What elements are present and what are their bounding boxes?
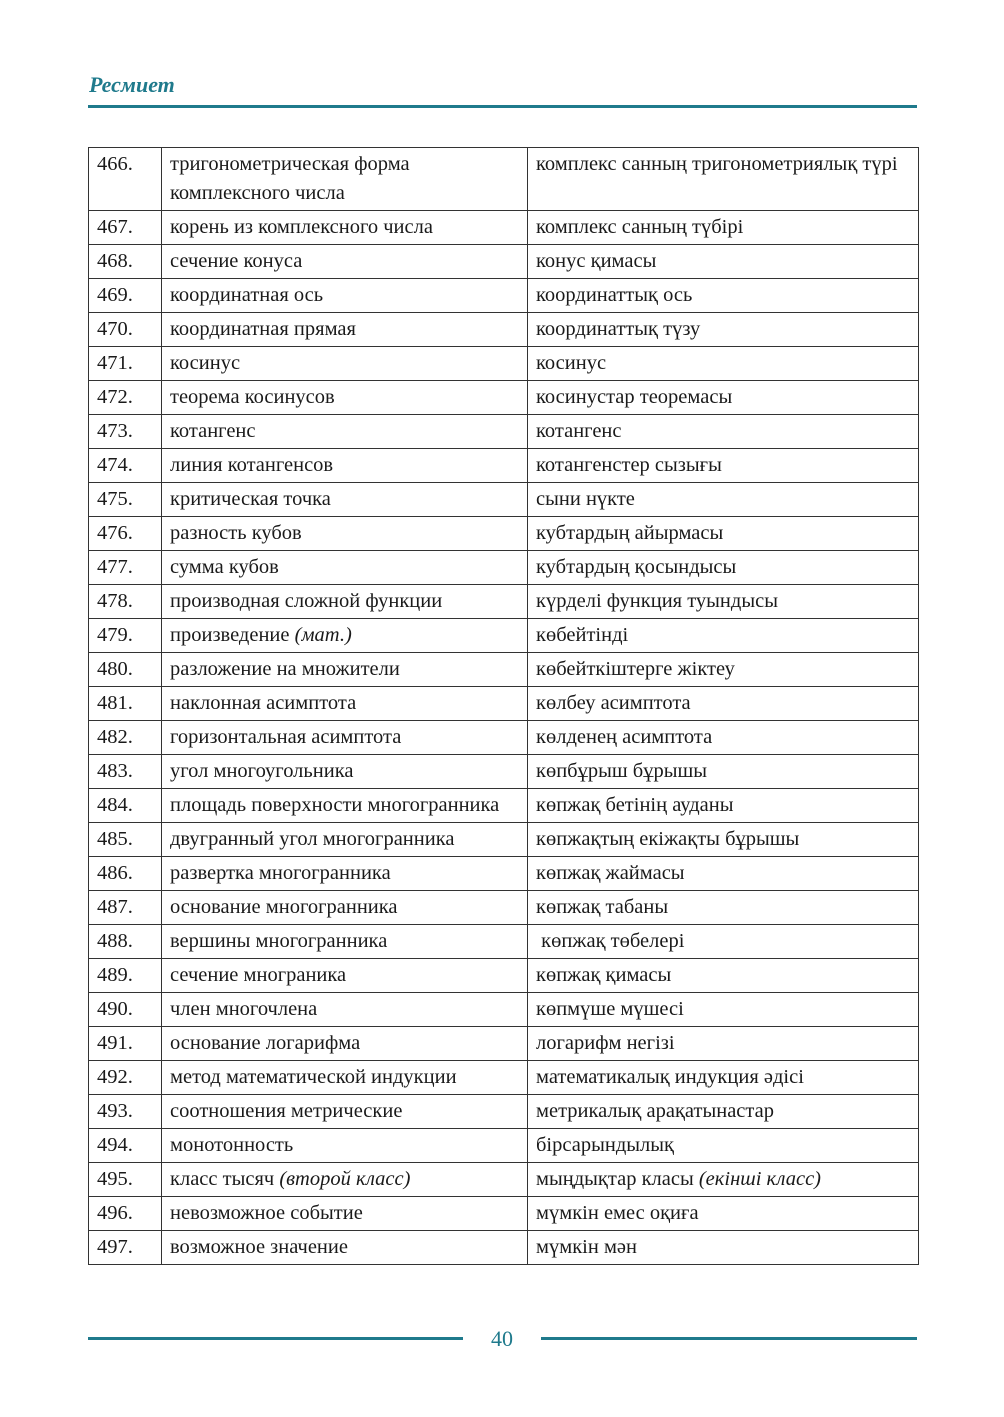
term-russian xyxy=(162,245,528,279)
term-number: 484. xyxy=(89,789,162,823)
table-row xyxy=(89,245,919,279)
term-russian-text: разность кубов xyxy=(170,522,302,544)
term-number: 489. xyxy=(89,959,162,993)
table-row xyxy=(89,347,919,381)
term-number: 475. xyxy=(89,483,162,517)
term-kazakh xyxy=(528,925,919,959)
term-kazakh-text: көпжақ жаймасы xyxy=(536,862,685,884)
table-row xyxy=(89,1129,919,1163)
term-kazakh xyxy=(528,823,919,857)
term-kazakh xyxy=(528,245,919,279)
term-russian-text: сечение конуса xyxy=(170,250,303,272)
term-kazakh-text: күрделі функция туындысы xyxy=(536,590,778,612)
term-russian xyxy=(162,823,528,857)
term-number: 473. xyxy=(89,415,162,449)
table-row xyxy=(89,449,919,483)
term-kazakh-text: көлбеу асимптота xyxy=(536,692,691,714)
term-kazakh-text: мүмкін мән xyxy=(536,1236,637,1258)
term-russian xyxy=(162,891,528,925)
term-kazakh xyxy=(528,148,919,211)
term-russian-text: наклонная асимптота xyxy=(170,692,357,714)
table-row xyxy=(89,755,919,789)
term-number: 485. xyxy=(89,823,162,857)
term-russian xyxy=(162,279,528,313)
term-kazakh xyxy=(528,313,919,347)
term-russian-text: монотонность xyxy=(170,1134,294,1156)
term-russian xyxy=(162,517,528,551)
table-row xyxy=(89,1061,919,1095)
term-russian xyxy=(162,211,528,245)
table-row xyxy=(89,857,919,891)
term-kazakh xyxy=(528,415,919,449)
table-row xyxy=(89,891,919,925)
term-number: 488. xyxy=(89,925,162,959)
term-russian-text: невозможное событие xyxy=(170,1202,363,1224)
table-row xyxy=(89,721,919,755)
footer-divider-right xyxy=(541,1337,917,1340)
term-kazakh xyxy=(528,279,919,313)
header-divider xyxy=(88,105,917,108)
term-russian xyxy=(162,148,528,211)
term-kazakh xyxy=(528,653,919,687)
term-russian xyxy=(162,1095,528,1129)
term-russian-text: возможное значение xyxy=(170,1236,348,1258)
term-kazakh-text: координаттық ось xyxy=(536,284,693,306)
term-kazakh-note: (екінші класс) xyxy=(698,1168,821,1190)
table-row xyxy=(89,1095,919,1129)
term-number: 487. xyxy=(89,891,162,925)
term-russian-text: произведение xyxy=(170,624,290,646)
term-russian xyxy=(162,619,528,653)
term-russian xyxy=(162,347,528,381)
term-russian xyxy=(162,551,528,585)
term-russian xyxy=(162,1163,528,1197)
term-kazakh-text: көлденең асимптота xyxy=(536,726,713,748)
term-russian xyxy=(162,1061,528,1095)
term-number: 482. xyxy=(89,721,162,755)
term-russian-text: котангенс xyxy=(170,420,256,442)
term-number: 497. xyxy=(89,1231,162,1265)
table-row xyxy=(89,687,919,721)
term-russian-text: соотношения метрические xyxy=(170,1100,403,1122)
term-kazakh-text: метрикалық арақатынастар xyxy=(536,1100,774,1122)
term-russian xyxy=(162,993,528,1027)
term-russian-text: сечение многраника xyxy=(170,964,347,986)
term-russian-text: корень из комплексного числа xyxy=(170,216,433,238)
term-kazakh-text: көбейтінді xyxy=(536,624,629,646)
term-number: 481. xyxy=(89,687,162,721)
term-russian xyxy=(162,585,528,619)
term-kazakh-text: косинустар теоремасы xyxy=(536,386,733,408)
term-number: 486. xyxy=(89,857,162,891)
term-number: 469. xyxy=(89,279,162,313)
term-kazakh xyxy=(528,755,919,789)
term-kazakh xyxy=(528,1197,919,1231)
term-number: 466. xyxy=(89,148,162,211)
term-kazakh xyxy=(528,347,919,381)
term-number: 491. xyxy=(89,1027,162,1061)
term-kazakh-text: комплекс санның тригонометриялық түрі xyxy=(536,153,898,175)
term-kazakh xyxy=(528,1027,919,1061)
table-row xyxy=(89,585,919,619)
term-russian xyxy=(162,721,528,755)
term-russian-note: (второй класс) xyxy=(279,1168,411,1190)
table-row xyxy=(89,653,919,687)
term-russian xyxy=(162,483,528,517)
term-kazakh xyxy=(528,585,919,619)
term-kazakh xyxy=(528,857,919,891)
page-number: 40 xyxy=(491,1326,513,1351)
term-kazakh xyxy=(528,483,919,517)
table-row xyxy=(89,381,919,415)
term-number: 479. xyxy=(89,619,162,653)
term-kazakh-text: комплекс санның түбірі xyxy=(536,216,744,238)
term-number: 495. xyxy=(89,1163,162,1197)
term-russian xyxy=(162,1027,528,1061)
term-kazakh-text: көпжақ төбелері xyxy=(536,930,685,952)
term-russian-text: сумма кубов xyxy=(170,556,279,578)
term-number: 496. xyxy=(89,1197,162,1231)
term-number: 470. xyxy=(89,313,162,347)
term-russian xyxy=(162,789,528,823)
term-kazakh xyxy=(528,687,919,721)
term-kazakh xyxy=(528,449,919,483)
table-row xyxy=(89,148,919,211)
term-russian xyxy=(162,381,528,415)
term-kazakh-text: сыни нүкте xyxy=(536,488,635,510)
term-kazakh-text: көпжақтың екіжақты бұрышы xyxy=(536,828,800,850)
term-russian-note: (мат.) xyxy=(294,624,352,646)
term-kazakh-text: көпжақ қимасы xyxy=(536,964,672,986)
term-russian-text: развертка многогранника xyxy=(170,862,391,884)
term-kazakh xyxy=(528,891,919,925)
glossary-table xyxy=(88,147,919,1265)
term-russian xyxy=(162,313,528,347)
term-number: 480. xyxy=(89,653,162,687)
term-kazakh xyxy=(528,1163,919,1197)
term-kazakh-text: математикалық индукция әдісі xyxy=(536,1066,804,1088)
term-russian-text: координатная ось xyxy=(170,284,324,306)
term-kazakh-text: көбейткіштерге жіктеу xyxy=(536,658,735,680)
term-kazakh-text: котангенс xyxy=(536,420,622,442)
table-row xyxy=(89,959,919,993)
table-row xyxy=(89,551,919,585)
term-kazakh-text: көпбұрыш бұрышы xyxy=(536,760,708,782)
term-kazakh-text: көпжақ табаны xyxy=(536,896,669,918)
term-number: 492. xyxy=(89,1061,162,1095)
term-number: 471. xyxy=(89,347,162,381)
term-kazakh xyxy=(528,1061,919,1095)
term-russian xyxy=(162,653,528,687)
term-russian-text: основание логарифма xyxy=(170,1032,361,1054)
table-row xyxy=(89,925,919,959)
table-row xyxy=(89,483,919,517)
term-russian-text: вершины многогранника xyxy=(170,930,388,952)
term-russian-text: горизонтальная асимптота xyxy=(170,726,402,748)
term-russian xyxy=(162,925,528,959)
term-number: 490. xyxy=(89,993,162,1027)
term-kazakh-text: кубтардың айырмасы xyxy=(536,522,724,544)
term-kazakh-text: көпжақ бетінің ауданы xyxy=(536,794,734,816)
term-kazakh-text: көпмүше мүшесі xyxy=(536,998,684,1020)
term-kazakh xyxy=(528,1095,919,1129)
term-kazakh xyxy=(528,993,919,1027)
term-russian xyxy=(162,959,528,993)
term-kazakh xyxy=(528,517,919,551)
table-row xyxy=(89,619,919,653)
term-kazakh-text: мүмкін емес оқиға xyxy=(536,1202,699,1224)
term-russian xyxy=(162,1231,528,1265)
term-kazakh xyxy=(528,551,919,585)
term-number: 472. xyxy=(89,381,162,415)
term-kazakh xyxy=(528,789,919,823)
term-russian-text: угол многоугольника xyxy=(170,760,354,782)
term-number: 478. xyxy=(89,585,162,619)
term-russian xyxy=(162,1129,528,1163)
term-kazakh-text: косинус xyxy=(536,352,607,374)
term-russian xyxy=(162,755,528,789)
term-number: 477. xyxy=(89,551,162,585)
term-kazakh xyxy=(528,619,919,653)
term-kazakh xyxy=(528,721,919,755)
term-kazakh-text: логарифм негізі xyxy=(536,1032,675,1054)
term-russian-text: метод математической индукции xyxy=(170,1066,457,1088)
term-russian xyxy=(162,1197,528,1231)
table-row xyxy=(89,517,919,551)
section-title: Ресмиет xyxy=(89,72,175,97)
term-russian xyxy=(162,415,528,449)
table-row xyxy=(89,211,919,245)
table-row xyxy=(89,789,919,823)
term-kazakh-text: координаттық түзу xyxy=(536,318,701,340)
term-russian-text: косинус xyxy=(170,352,241,374)
table-row xyxy=(89,1197,919,1231)
footer-divider-left xyxy=(88,1337,463,1340)
table-row xyxy=(89,823,919,857)
term-russian-text: член многочлена xyxy=(170,998,318,1020)
term-number: 467. xyxy=(89,211,162,245)
term-kazakh xyxy=(528,1231,919,1265)
term-russian-text: теорема косинусов xyxy=(170,386,335,408)
term-russian-text: двугранный угол многогранника xyxy=(170,828,455,850)
term-russian-text: разложение на множители xyxy=(170,658,400,680)
term-number: 474. xyxy=(89,449,162,483)
term-kazakh xyxy=(528,211,919,245)
term-kazakh-text: конус қимасы xyxy=(536,250,657,272)
term-russian xyxy=(162,449,528,483)
table-row xyxy=(89,415,919,449)
term-kazakh xyxy=(528,1129,919,1163)
term-number: 494. xyxy=(89,1129,162,1163)
term-russian-text: класс тысяч xyxy=(170,1168,275,1190)
term-russian-text: основание многогранника xyxy=(170,896,398,918)
term-russian-text: линия котангенсов xyxy=(170,454,334,476)
term-number: 476. xyxy=(89,517,162,551)
term-kazakh-text: котангенстер сызығы xyxy=(536,454,722,476)
term-russian-text: производная сложной функции xyxy=(170,590,443,612)
term-kazakh xyxy=(528,959,919,993)
table-row xyxy=(89,993,919,1027)
table-row xyxy=(89,1231,919,1265)
glossary-table-body xyxy=(89,148,919,1265)
term-russian xyxy=(162,687,528,721)
term-russian-text: площадь поверхности многогранника xyxy=(170,794,500,816)
term-russian-text: тригонометрическая форма комплексного числа xyxy=(170,153,410,204)
term-number: 483. xyxy=(89,755,162,789)
table-row xyxy=(89,1163,919,1197)
term-kazakh-text: бірсарындылық xyxy=(536,1134,674,1156)
table-row xyxy=(89,313,919,347)
term-number: 493. xyxy=(89,1095,162,1129)
term-russian-text: критическая точка xyxy=(170,488,331,510)
table-row xyxy=(89,279,919,313)
table-row xyxy=(89,1027,919,1061)
term-russian-text: координатная прямая xyxy=(170,318,356,340)
term-kazakh-text: мыңдықтар класы xyxy=(536,1168,694,1190)
term-kazakh xyxy=(528,381,919,415)
term-russian xyxy=(162,857,528,891)
term-number: 468. xyxy=(89,245,162,279)
term-kazakh-text: кубтардың қосындысы xyxy=(536,556,737,578)
